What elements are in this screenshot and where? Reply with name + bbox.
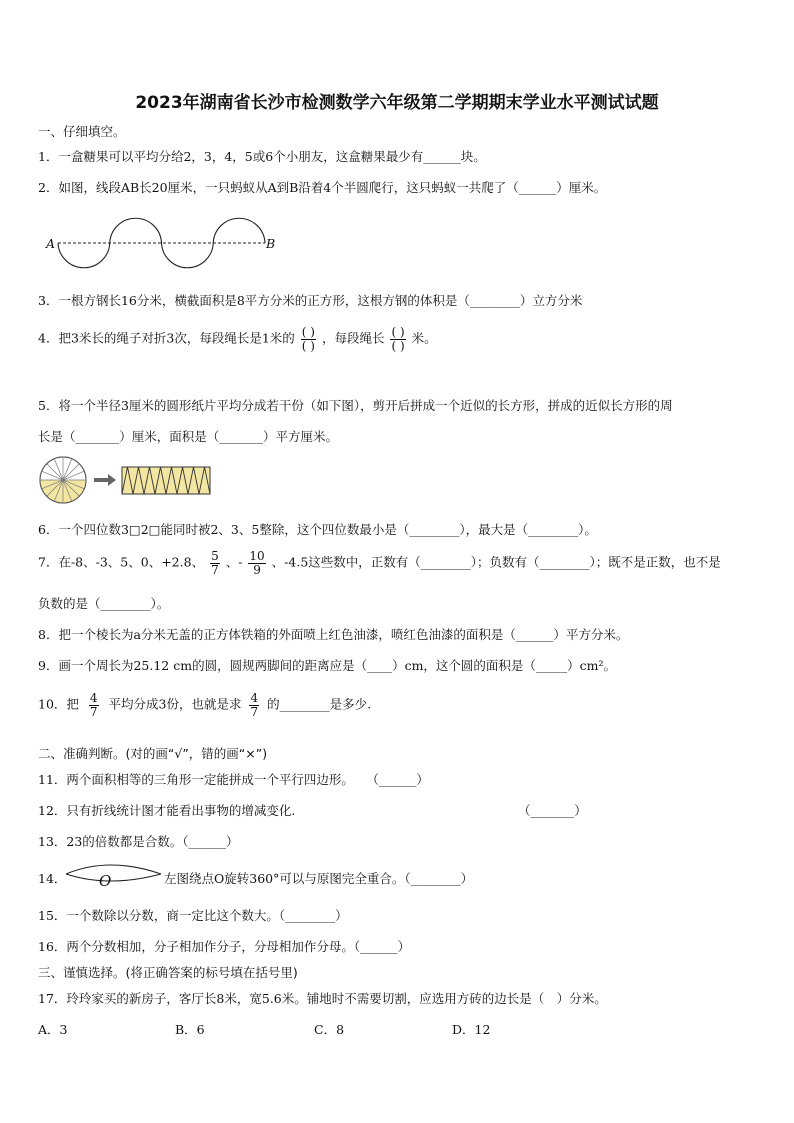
question-12-answer-blank: （_______） [518, 803, 587, 818]
question-4: 4．把3米长的绳子对折3次，每段绳长是1米的 $\frac{( )}{( )}$ ，每段绳长 $\frac{( )}{( )}$ 米。 [38, 325, 437, 353]
point-o-label: O [99, 872, 112, 890]
question-2: 2．如图，线段AB长20厘米，一只蚂蚁从A到B沿着4个半圆爬行，这只蚂蚁一共爬了（______）厘米。 [38, 180, 607, 195]
question-3: 3．一根方钢长16分米，横截面积是8平方分米的正方形，这根方钢的体积是（________）立方分米 [38, 293, 583, 308]
question-16: 16．两个分数相加，分子相加作分子，分母相加作分母。（______） [38, 939, 411, 954]
question-7-line-2: 负数的是（________）。 [38, 596, 170, 611]
question-12: 12．只有折线统计图才能看出事物的增减变化. [38, 803, 296, 818]
question-6: 6．一个四位数3□2□能同时被2、3、5整除，这个四位数最小是（________），最大是（________）。 [38, 522, 597, 537]
question-5-line-1: 5．将一个半径3厘米的圆形纸片平均分成若干份（如下图），剪开后拼成一个近似的长方形，拼成的近似长方形的周 [38, 398, 673, 413]
point-a-label: A [46, 236, 56, 251]
section-3-heading: 三、谨慎选择。(将正确答案的标号填在括号里) [38, 965, 298, 980]
option-d: D．12 [452, 1022, 491, 1037]
option-b: B．6 [175, 1022, 205, 1037]
section-2-heading: 二、准确判断。(对的画“√”，错的画“×”) [38, 746, 268, 761]
question-8: 8．把一个棱长为a分米无盖的正方体铁箱的外面喷上红色油漆，喷红色油漆的面积是（______）平方分米。 [38, 627, 629, 642]
fraction-4-7-a: $\frac{4}{7}$ [89, 691, 98, 719]
question-14-number: 14． [38, 871, 67, 886]
point-b-label: B [266, 236, 276, 251]
exam-title: 2023年湖南省长沙市检测数学六年级第二学期期末学业水平测试试题 [135, 93, 659, 113]
fraction-4-7-b: $\frac{4}{7}$ [250, 691, 259, 719]
question-14: 左图绕点O旋转360°可以与原图完全重合。（________） [164, 871, 474, 886]
option-c: C．8 [314, 1022, 345, 1037]
section-1-heading: 一、仔细填空。 [38, 124, 126, 139]
question-17: 17．玲玲家买的新房子，客厅长8米，宽5.6米。铺地时不需要切割，应选用方砖的边长是（ ）分米。 [38, 991, 607, 1006]
blank-fraction-1: $\frac{( )}{( )}$ [301, 325, 315, 353]
fraction-5-7: $\frac{5}{7}$ [211, 549, 219, 577]
blank-fraction-2: $\frac{( )}{( )}$ [391, 325, 405, 353]
question-10: 10．把 $\frac{4}{7}$ 平均分成3份，也就是求 $\frac{4}{7}$ 的________是多少. [38, 691, 372, 719]
question-9: 9．画一个周长为25.12 cm的圆，圆规两脚间的距离应是（____）cm，这个圆的面积是（_____）cm²。 [38, 658, 617, 673]
option-a: A．3 [38, 1022, 68, 1037]
question-13: 13．23的倍数都是合数。（______） [38, 834, 239, 849]
semicircle-path-figure [40, 212, 280, 274]
question-5-line-2: 长是（_______）厘米，面积是（_______）平方厘米。 [38, 429, 339, 444]
question-7: 7．在-8、-3、5、0、+2.8、 $\frac{5}{7}$ 、- $\frac{10}{9}$ 、-4.5这些数中，正数有（________）；负数有（________）；既不是正数，也不是 [38, 549, 721, 577]
circle-sectors-figure [38, 455, 218, 507]
fraction-10-9: $\frac{10}{9}$ [249, 549, 265, 577]
rotation-arc-figure [64, 858, 164, 892]
question-15: 15．一个数除以分数，商一定比这个数大。（________） [38, 908, 348, 923]
question-11: 11．两个面积相等的三角形一定能拼成一个平行四边形。 （______） [38, 772, 429, 787]
question-1: 1．一盒糖果可以平均分给2，3，4，5或6个小朋友，这盒糖果最少有______块。 [38, 149, 486, 164]
